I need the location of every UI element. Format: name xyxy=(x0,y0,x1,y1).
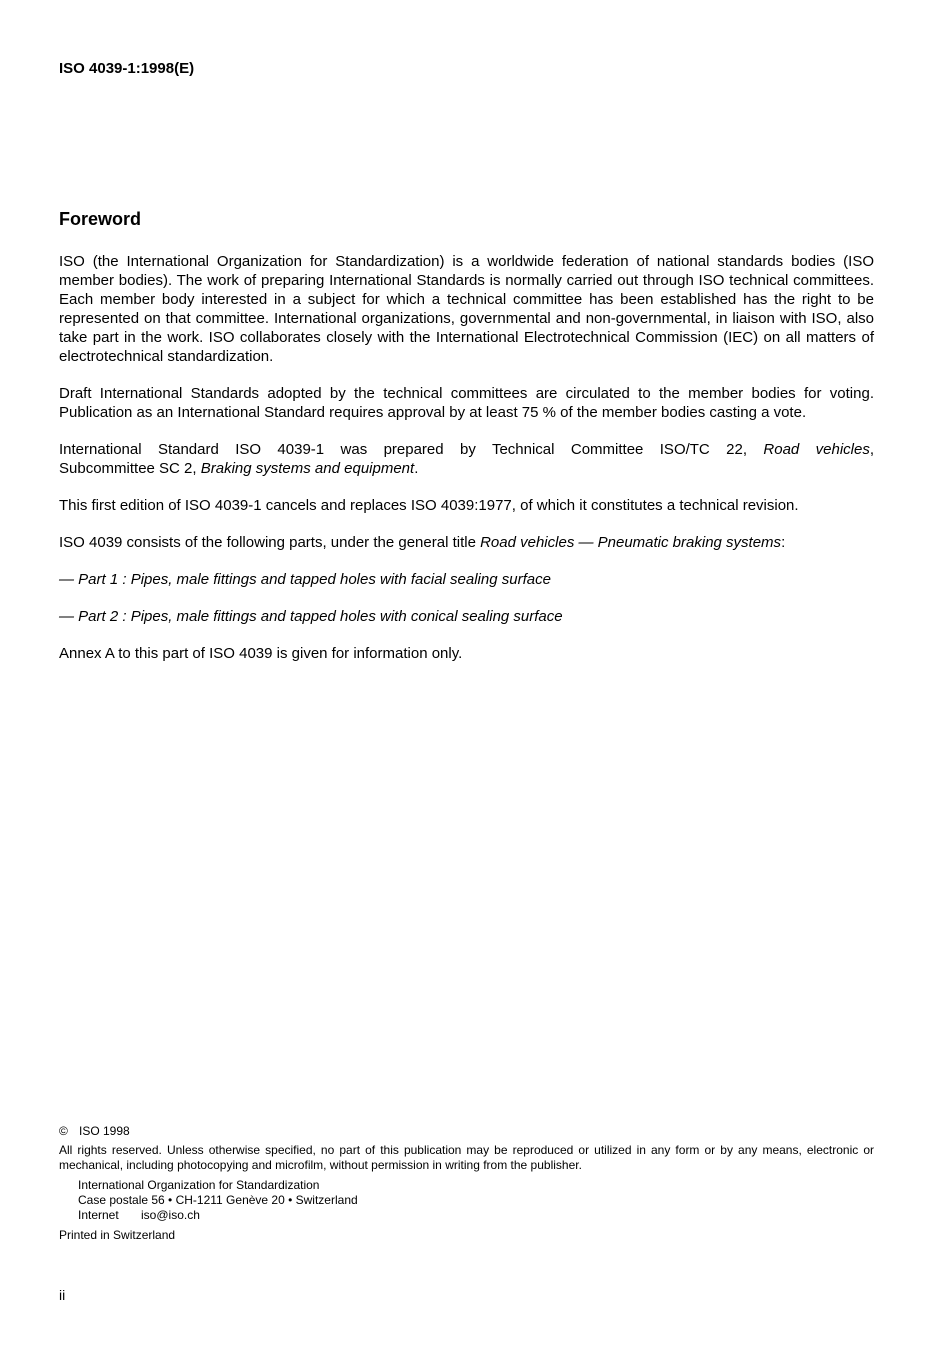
paragraph-1: ISO (the International Organization for Standardization) is a worldwide federation of national standards bodies (ISO member bodies). The work of preparing International Standards is normally carried out through ISO technical committees. Each member body interested in a subject for which a technical committee has been established has the right to be represented on that committee. International organizations, governmental and non-governmental, in liaison with ISO, also take part in the work. ISO collaborates closely with the International Electrotechnical Commission (IEC) on all matters of electrotechnical standardization. xyxy=(59,253,874,365)
paragraph-3-line-2: Subcommittee SC 2, Braking systems and equipment. xyxy=(59,460,419,477)
rights-notice: All rights reserved. Unless otherwise specified, no part of this publication may be reproduced or utilized in any form or by any means, electronic or mechanical, including photocopying and microfilm, without permission in writing from the publisher. xyxy=(59,1143,874,1172)
page-title: Foreword xyxy=(59,209,142,229)
publisher-address xyxy=(78,1178,358,1223)
paragraph-5: ISO 4039 consists of the following parts, under the general title Road vehicles — Pneumatic braking systems: xyxy=(59,534,786,551)
document-code: ISO 4039-1:1998(E) xyxy=(59,60,195,77)
publisher-org: International Organization for Standardization xyxy=(78,1178,320,1192)
part-1-item: — Part 1 : Pipes, male fittings and tapped holes with facial sealing surface xyxy=(59,571,551,588)
paragraph-3 xyxy=(59,440,874,478)
paragraph-3-line-1: International Standard ISO 4039-1 was prepared by Technical Committee ISO/TC 22, Road vehicles, xyxy=(59,441,875,458)
printed-in: Printed in Switzerland xyxy=(59,1228,176,1242)
copyright-line: © ISO 1998 xyxy=(59,1124,130,1138)
paragraph-4: This first edition of ISO 4039-1 cancels and replaces ISO 4039:1977, of which it constitutes a technical revision. xyxy=(59,497,799,514)
publisher-internet: Internet iso@iso.ch xyxy=(78,1208,200,1222)
paragraph-2: Draft International Standards adopted by the technical committees are circulated to the member bodies for voting. Publication as an International Standard requires approval by at least 75 % of the member bodies casting a vote. xyxy=(59,385,874,421)
publisher-postal: Case postale 56 • CH-1211 Genève 20 • Switzerland xyxy=(78,1193,358,1207)
page-number: ii xyxy=(59,1287,66,1303)
publisher-email: iso@iso.ch xyxy=(141,1208,200,1222)
part-2-item: — Part 2 : Pipes, male fittings and tapped holes with conical sealing surface xyxy=(59,608,563,625)
paragraph-annex: Annex A to this part of ISO 4039 is given for information only. xyxy=(59,645,463,662)
copyright-icon: © xyxy=(59,1124,68,1138)
